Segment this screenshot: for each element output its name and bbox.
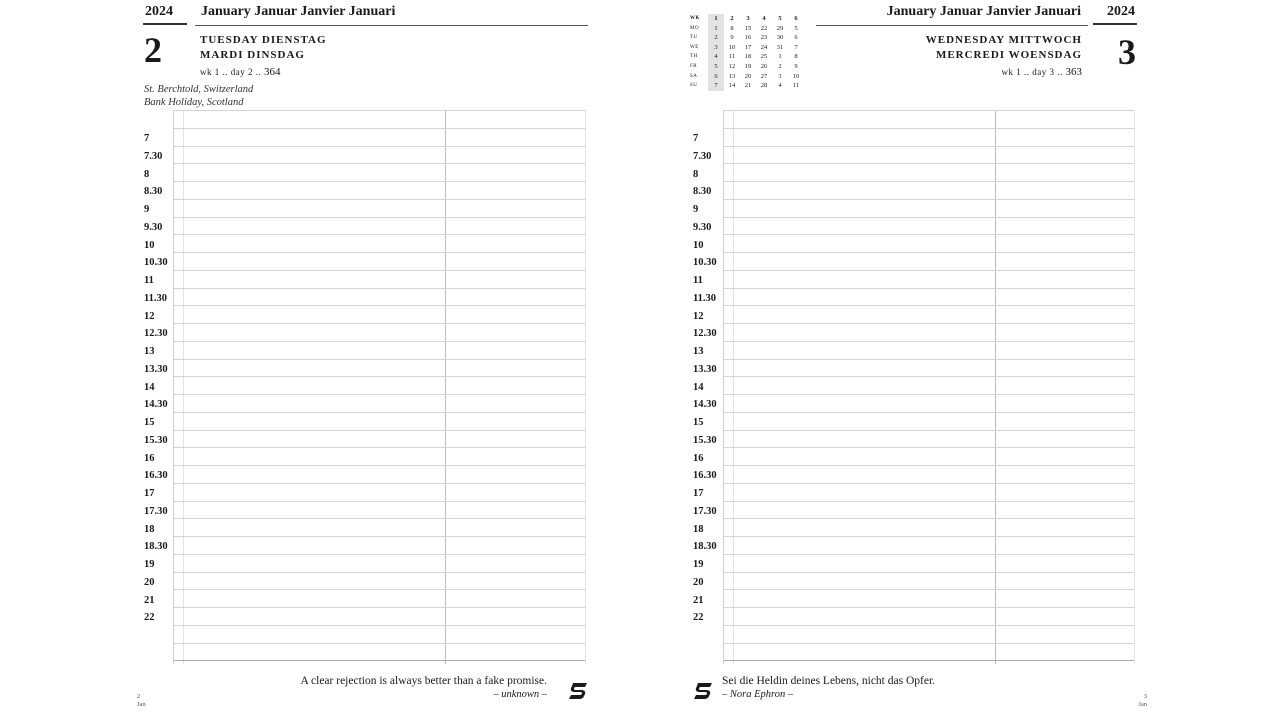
grid-row-line (174, 518, 585, 519)
margin-line (733, 110, 734, 664)
grid-row-line (174, 430, 585, 431)
calendar-date: 12 (728, 62, 736, 70)
grid-row-line (724, 394, 1134, 395)
grid-row-line (724, 234, 1134, 235)
column-divider (995, 110, 996, 664)
grid-row-line (174, 465, 585, 466)
grid-row-line (724, 110, 1134, 111)
month-header: January Januar Janvier Januari (201, 4, 396, 19)
time-slot-label: 7.30 (693, 150, 712, 162)
time-slot-label: 15.30 (144, 434, 168, 446)
calendar-date: 24 (760, 43, 768, 51)
time-slot-label: 12.30 (693, 328, 717, 340)
mini-calendar-row (690, 72, 810, 82)
time-slot-label: 15.30 (693, 434, 717, 446)
grid-row-line (724, 465, 1134, 466)
grid-row-line (174, 110, 585, 111)
days-remaining: 363 (1065, 66, 1082, 78)
header-rule (195, 25, 588, 26)
mini-calendar-row (690, 24, 810, 34)
grid-row-line (724, 376, 1134, 377)
grid-row-line (174, 288, 585, 289)
mini-calendar-row (690, 81, 810, 91)
mini-month-calendar (690, 14, 810, 91)
calendar-date: 1 (708, 24, 724, 34)
page-month: Jan (137, 701, 146, 708)
grid-row-line (174, 217, 585, 218)
mini-calendar-row (690, 62, 810, 72)
grid-row-line (724, 589, 1134, 590)
day-name-en-de: TUESDAY DIENSTAG (200, 34, 327, 46)
time-slot-label: 21 (144, 594, 155, 606)
grid-row-line (724, 625, 1134, 626)
calendar-date: 16 (744, 34, 752, 42)
day-name-fr-nl: MARDI DINSDAG (200, 49, 305, 61)
calendar-date: 31 (776, 43, 784, 51)
time-slot-label: 11 (693, 275, 703, 286)
year-label: 2024 (1107, 4, 1135, 19)
time-slot-label: 18 (693, 523, 704, 535)
grid-row-line (724, 518, 1134, 519)
quote-text: A clear rejection is always better than a fake promise. (300, 675, 547, 687)
year-rule (1093, 23, 1137, 25)
grid-row-line (174, 607, 585, 608)
time-slot-label: 12.30 (144, 328, 168, 340)
time-slot-label: 16 (693, 452, 704, 464)
calendar-date: 26 (760, 62, 768, 70)
grid-row-line (724, 288, 1134, 289)
holiday-item: St. Berchtold, Switzerland (144, 84, 254, 95)
calendar-date: 2 (778, 62, 782, 70)
time-slot-label: 20 (693, 576, 704, 588)
week-number: 6 (794, 15, 798, 22)
grid-row-line (724, 643, 1134, 644)
year-label: 2024 (145, 4, 173, 19)
grid-row-line (724, 128, 1134, 129)
grid-row-line (174, 341, 585, 342)
grid-row-line (174, 270, 585, 271)
header-rule (816, 25, 1088, 26)
grid-row-line (724, 607, 1134, 608)
grid-row-line (174, 589, 585, 590)
grid-row-line (174, 412, 585, 413)
time-slot-label: 19 (693, 559, 704, 570)
time-slot-label: 11 (144, 275, 154, 286)
grid-row-line (724, 660, 1134, 661)
time-slot-label: 13.30 (144, 363, 168, 375)
week-day-label: wk 1 .. day 3 .. (1001, 67, 1066, 77)
time-slot-label: 17 (144, 488, 155, 499)
calendar-date: 19 (744, 62, 752, 70)
week-number: 5 (778, 15, 782, 22)
time-slot-label: 13 (693, 346, 704, 357)
week-day-info (200, 66, 281, 78)
grid-row-line (724, 163, 1134, 164)
calendar-date: 9 (730, 34, 734, 42)
calendar-date: 8 (730, 24, 734, 32)
day-number: 2 (144, 30, 162, 70)
mini-calendar-row (690, 52, 810, 62)
mini-calendar-row (690, 33, 810, 43)
holiday-item: Bank Holiday, Scotland (144, 97, 244, 108)
time-slot-label: 17.30 (693, 505, 717, 517)
week-number: 2 (730, 15, 734, 22)
margin-line (183, 110, 184, 664)
week-header-label: WK (690, 16, 700, 21)
time-slot-label: 8.30 (144, 186, 163, 198)
time-slot-label: 15 (144, 417, 155, 428)
time-slot-label: 7 (693, 133, 699, 144)
time-slot-label: 14.30 (144, 399, 168, 411)
grid-row-line (174, 376, 585, 377)
time-slot-label: 9.30 (693, 221, 712, 233)
grid-row-line (174, 252, 585, 253)
quote-author: – unknown – (493, 689, 547, 700)
time-slot-label: 8 (144, 168, 150, 180)
calendar-date: 11 (728, 53, 736, 61)
time-slot-label: 13 (144, 346, 155, 357)
brand-s-logo-icon (568, 682, 588, 700)
calendar-date: 17 (744, 43, 752, 51)
time-slot-label: 17 (693, 488, 704, 499)
page-month: Jan (1138, 701, 1147, 708)
week-number: 1 (708, 14, 724, 24)
month-header: January Januar Janvier Januari (886, 4, 1081, 19)
calendar-date: 6 (794, 34, 798, 42)
grid-row-line (174, 163, 585, 164)
time-slot-label: 13.30 (693, 363, 717, 375)
time-slot-label: 10.30 (693, 257, 717, 269)
weekday-label: TU (690, 35, 698, 41)
time-slot-label: 14.30 (693, 399, 717, 411)
right-diary-page (690, 0, 1145, 720)
time-slot-label: 11.30 (693, 292, 717, 304)
time-slot-label: 21 (693, 594, 704, 606)
grid-row-line (724, 270, 1134, 271)
grid-row-line (174, 394, 585, 395)
left-diary-page (135, 0, 595, 720)
brand-s-logo-icon (693, 682, 713, 700)
grid-row-line (174, 554, 585, 555)
quote-text: Sei die Heldin deines Lebens, nicht das Opfer. (722, 675, 936, 687)
grid-row-line (724, 430, 1134, 431)
calendar-date: 7 (708, 81, 724, 91)
days-remaining: 364 (264, 66, 281, 78)
calendar-date: 30 (776, 34, 784, 42)
time-slot-label: 22 (144, 612, 155, 624)
grid-row-line (174, 643, 585, 644)
grid-row-line (174, 625, 585, 626)
time-slot-label: 9 (693, 204, 699, 215)
page-number (1138, 693, 1147, 709)
grid-row-line (724, 412, 1134, 413)
grid-row-line (724, 554, 1134, 555)
time-slot-label: 10 (144, 239, 155, 251)
weekday-label: MO (690, 25, 700, 31)
grid-row-line (724, 181, 1134, 182)
grid-row-line (174, 234, 585, 235)
grid-row-line (174, 128, 585, 129)
time-slot-label: 16 (144, 452, 155, 464)
calendar-date: 20 (744, 72, 752, 80)
time-slot-label: 8.30 (693, 186, 712, 198)
day-name-fr-nl: MERCREDI WOENSDAG (935, 49, 1082, 61)
calendar-date: 5 (708, 62, 724, 72)
grid-row-line (724, 252, 1134, 253)
time-slot-label: 19 (144, 559, 155, 570)
weekday-label: WE (690, 44, 699, 50)
calendar-date: 29 (776, 24, 784, 32)
time-slot-label: 18.30 (144, 541, 168, 553)
calendar-date: 2 (708, 33, 724, 43)
calendar-date: 10 (792, 72, 800, 80)
mini-calendar-row (690, 43, 810, 53)
calendar-date: 28 (760, 82, 768, 90)
calendar-date: 7 (794, 43, 798, 51)
time-slot-label: 7 (144, 133, 150, 144)
time-slot-label: 16.30 (693, 470, 717, 482)
calendar-date: 9 (794, 62, 798, 70)
grid-row-line (174, 146, 585, 147)
calendar-date: 1 (778, 53, 782, 61)
page-number (137, 693, 146, 709)
grid-row-line (174, 181, 585, 182)
calendar-date: 3 (778, 72, 782, 80)
calendar-date: 23 (760, 34, 768, 42)
grid-row-line (724, 447, 1134, 448)
grid-row-line (174, 483, 585, 484)
week-number: 4 (762, 15, 766, 22)
grid-row-line (724, 217, 1134, 218)
time-slot-label: 14 (144, 381, 155, 393)
time-slot-label: 14 (693, 381, 704, 393)
week-number: 3 (746, 15, 750, 22)
appointment-grid[interactable] (173, 110, 586, 664)
calendar-date: 27 (760, 72, 768, 80)
page-number-value: 3 (1143, 693, 1147, 700)
grid-row-line (724, 323, 1134, 324)
calendar-date: 3 (708, 43, 724, 53)
calendar-date: 4 (708, 52, 724, 62)
calendar-date: 14 (728, 82, 736, 90)
day-name-en-de: WEDNESDAY MITTWOCH (925, 34, 1082, 46)
calendar-date: 15 (744, 24, 752, 32)
week-day-label: wk 1 .. day 2 .. (200, 67, 264, 77)
calendar-date: 8 (794, 53, 798, 61)
calendar-date: 13 (728, 72, 736, 80)
holidays-list (144, 83, 253, 109)
weekday-label: SU (690, 83, 698, 89)
calendar-date: 18 (744, 53, 752, 61)
time-slot-label: 11.30 (144, 292, 168, 304)
time-slot-label: 15 (693, 417, 704, 428)
weekday-label: TH (690, 54, 698, 60)
calendar-date: 5 (794, 24, 798, 32)
grid-row-line (724, 199, 1134, 200)
time-slot-label: 22 (693, 612, 704, 624)
grid-row-line (174, 359, 585, 360)
time-slot-label: 10.30 (144, 257, 168, 269)
column-divider (445, 110, 446, 664)
time-slot-label: 12 (693, 310, 704, 322)
grid-row-line (724, 305, 1134, 306)
calendar-date: 4 (778, 82, 782, 90)
grid-row-line (724, 536, 1134, 537)
grid-row-line (724, 341, 1134, 342)
time-slot-label: 8 (693, 168, 699, 180)
time-slot-label: 17.30 (144, 505, 168, 517)
page-number-value: 2 (137, 693, 141, 700)
calendar-date: 25 (760, 53, 768, 61)
time-slot-label: 9 (144, 204, 150, 215)
time-slot-label: 18.30 (693, 541, 717, 553)
grid-row-line (174, 572, 585, 573)
calendar-date: 11 (792, 82, 800, 90)
grid-row-line (174, 305, 585, 306)
time-slot-label: 7.30 (144, 150, 163, 162)
day-number: 3 (1118, 32, 1136, 72)
calendar-date: 21 (744, 82, 752, 90)
grid-row-line (174, 660, 585, 661)
weekday-label: FR (690, 63, 698, 69)
grid-row-line (174, 323, 585, 324)
grid-row-line (174, 536, 585, 537)
time-slot-label: 10 (693, 239, 704, 251)
quote-author: – Nora Ephron – (722, 689, 794, 700)
appointment-grid[interactable] (723, 110, 1135, 664)
calendar-date: 22 (760, 24, 768, 32)
grid-row-line (174, 501, 585, 502)
calendar-date: 10 (728, 43, 736, 51)
time-slot-label: 20 (144, 576, 155, 588)
time-slot-label: 12 (144, 310, 155, 322)
time-slot-label: 16.30 (144, 470, 168, 482)
grid-row-line (724, 501, 1134, 502)
grid-row-line (174, 199, 585, 200)
grid-row-line (724, 146, 1134, 147)
grid-row-line (724, 483, 1134, 484)
weekday-label: SA (690, 73, 698, 79)
week-day-info (1002, 66, 1083, 78)
calendar-date: 6 (708, 72, 724, 82)
time-slot-label: 9.30 (144, 221, 163, 233)
year-rule (143, 23, 187, 25)
grid-row-line (724, 359, 1134, 360)
grid-row-line (174, 447, 585, 448)
grid-row-line (724, 572, 1134, 573)
time-slot-label: 18 (144, 523, 155, 535)
